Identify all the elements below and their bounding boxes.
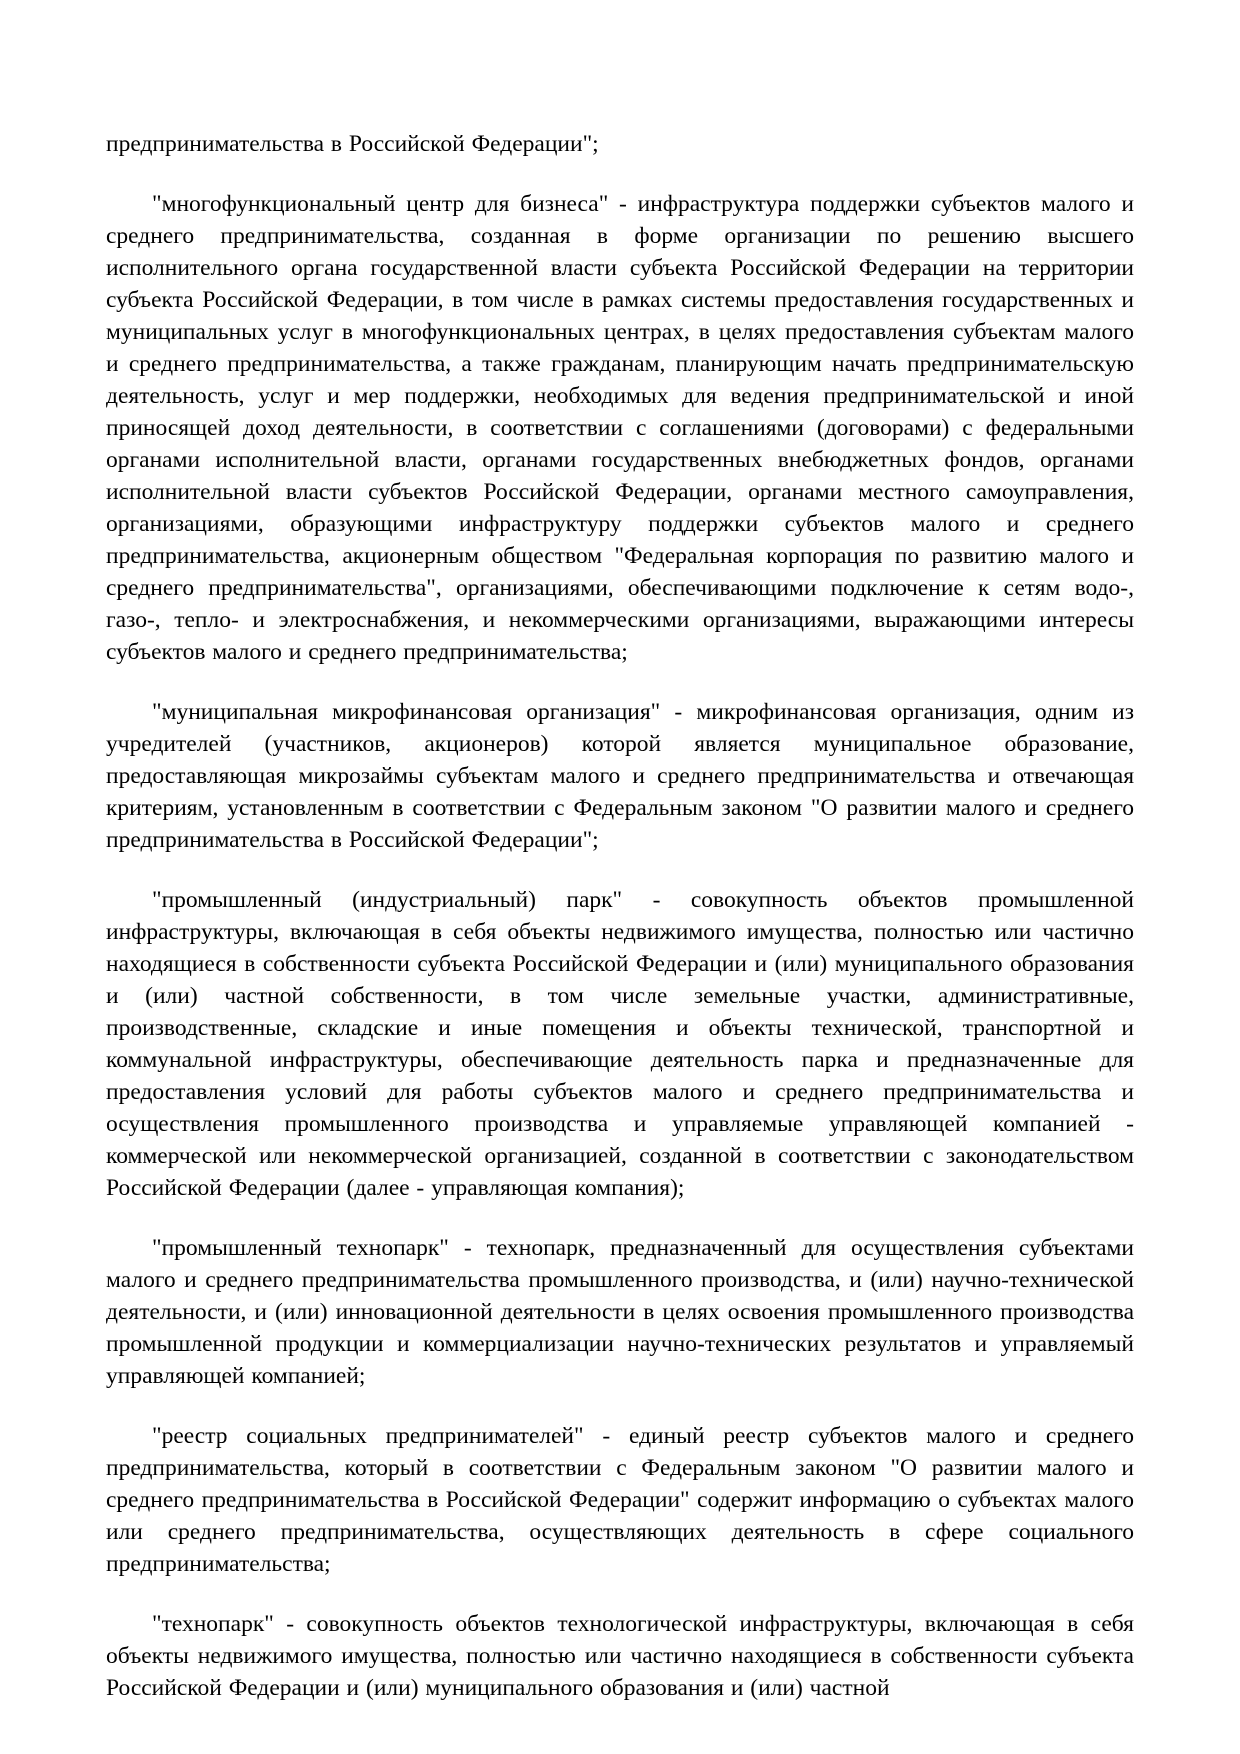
paragraph-definition-mfc-business: "многофункциональный центр для бизнеса" - инфраструктура поддержки субъектов малого и среднего предпринимательства, созданная в форме организации по решению высшего исполнительного органа государственной власти субъекта Российской Федерации на территории субъекта Российской Федерации, в том числе в рамках системы предоставления государственных и муниципальных услуг в многофункциональных центрах, в целях предоставления субъектам малого и среднего предпринимательства, а также гражданам, планирующим начать предпринимательскую деятельность, услуг и мер поддержки, необходимых для ведения предпринимательской и иной приносящей доход деятельности, в соответствии с соглашениями (договорами) с федеральными органами исполнительной власти, органами государственных внебюджетных фондов, органами исполнительной власти субъектов Российской Федерации, органами местного самоуправления, организациями, образующими инфраструктуру поддержки субъектов малого и среднего предпринимательства, акционерным обществом "Федеральная корпорация по развитию малого и среднего предпринимательства", организациями, обеспечивающими подключение к сетям водо-, газо-, тепло- и электроснабжения, и некоммерческими организациями, выражающими интересы субъектов малого и среднего предпринимательства; — [106, 191, 1134, 665]
document-body — [106, 128, 1134, 1704]
paragraph-definition-social-entrepreneurs-registry: "реестр социальных предпринимателей" - единый реестр субъектов малого и среднего предпринимательства, который в соответствии с Федеральным законом "О развитии малого и среднего предпринимательства в Российской Федерации" содержит информацию о субъектах малого или среднего предпринимательства, осуществляющих деятельность в сфере социального предпринимательства; — [106, 1423, 1134, 1577]
paragraph-continuation: предпринимательства в Российской Федерации"; — [106, 131, 599, 157]
paragraph-definition-industrial-park: "промышленный (индустриальный) парк" - совокупность объектов промышленной инфраструктуры, включающая в себя объекты недвижимого имущества, полностью или частично находящиеся в собственности субъекта Российской Федерации и (или) муниципального образования и (или) частной собственности, в том числе земельные участки, административные, производственные, складские и иные помещения и объекты технической, транспортной и коммунальной инфраструктуры, обеспечивающие деятельность парка и предназначенные для предоставления условий для работы субъектов малого и среднего предпринимательства и осуществления промышленного производства и управляемые управляющей компанией - коммерческой или некоммерческой организацией, созданной в соответствии с законодательством Российской Федерации (далее - управляющая компания); — [106, 887, 1134, 1201]
paragraph-definition-municipal-microfinance: "муниципальная микрофинансовая организация" - микрофинансовая организация, одним из учредителей (участников, акционеров) которой является муниципальное образование, предоставляющая микрозаймы субъектам малого и среднего предпринимательства и отвечающая критериям, установленным в соответствии с Федеральным законом "О развитии малого и среднего предпринимательства в Российской Федерации"; — [106, 699, 1134, 853]
paragraph-definition-technopark: "технопарк" - совокупность объектов технологической инфраструктуры, включающая в себя объекты недвижимого имущества, полностью или частично находящиеся в собственности субъекта Российской Федерации и (или) муниципального образования и (или) частной — [106, 1611, 1134, 1701]
paragraph-definition-industrial-technopark: "промышленный технопарк" - технопарк, предназначенный для осуществления субъектами малого и среднего предпринимательства промышленного производства, и (или) научно-технической деятельности, и (или) инновационной деятельности в целях освоения промышленного производства промышленной продукции и коммерциализации научно-технических результатов и управляемый управляющей компанией; — [106, 1235, 1134, 1389]
